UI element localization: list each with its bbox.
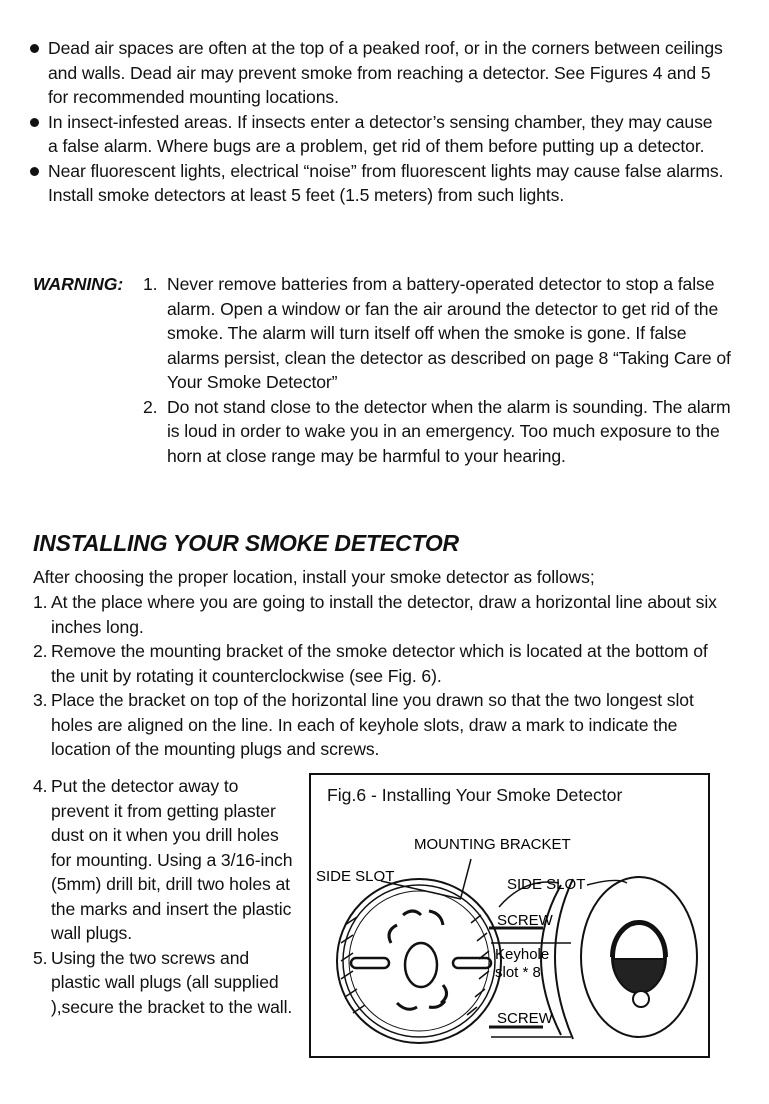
step-number: 4. <box>33 776 48 796</box>
step-text: Using the two screws and plastic wall plugs (all supplied ),secure the bracket to the wall. <box>51 947 293 1017</box>
step-text: Put the detector away to prevent it from getting plaster dust on it when you drill holes for mounting. Using a 3/16-inch (5mm) drill bit, drill two holes at the marks and insert the plastic wall plugs. <box>51 776 293 943</box>
label-keyhole-line2: slot * 8 <box>495 964 541 981</box>
bullet-text: Dead air spaces are often at the top of a peaked roof, or in the corners between ceilings and walls. Dead air may prevent smoke from reaching a detector. See Figures 4 and 5 for recommended mounting locations. <box>48 38 723 107</box>
step-number: 3. <box>33 690 48 710</box>
bullet-dot <box>30 167 39 176</box>
bullet-dot <box>30 118 39 127</box>
intro-text: After choosing the proper location, install your smoke detector as follows; <box>33 567 595 587</box>
mounting-bracket-drawing <box>337 879 501 1043</box>
warning-item-text: Never remove batteries from a battery-operated detector to stop a false alarm. Open a window or fan the air around the detector to get rid of the smoke. The alarm will turn itself off when the smoke is gone. If false alarms persist, clean the detector as described on page 8 “Taking Care of Your Smoke Detector” <box>167 274 731 392</box>
warning-item-text: Do not stand close to the detector when the alarm is sounding. The alarm is loud in order to wake you in an emergency. Too much exposure to the horn at close range may be harmful to your hearing. <box>167 396 731 466</box>
label-side-slot-left: SIDE SLOT <box>316 868 395 885</box>
warning-item <box>33 395 733 469</box>
bullet-item <box>26 110 726 159</box>
bullet-text: In insect-infested areas. If insects enter a detector’s sensing chamber, they may cause a false alarm. Where bugs are a problem, get rid of them before putting up a detector. <box>48 111 713 156</box>
install-step <box>33 774 298 946</box>
step-number: 5. <box>33 947 48 968</box>
step-text: Remove the mounting bracket of the smoke detector which is located at the bottom of the unit by rotating it counterclockwise (see Fig. 6). <box>51 641 708 686</box>
step-number: 2. <box>33 641 48 661</box>
warning-item <box>33 272 733 395</box>
install-step <box>33 946 298 1020</box>
bullet-dot <box>30 44 39 53</box>
install-step <box>33 590 733 639</box>
install-step <box>33 639 733 688</box>
bullet-item <box>26 36 726 110</box>
label-screw-top: SCREW <box>497 912 553 929</box>
step-number: 1. <box>33 592 48 612</box>
label-mounting-bracket: MOUNTING BRACKET <box>414 836 571 853</box>
bullet-text: Near fluorescent lights, electrical “noise” from fluorescent lights may cause false alarms. Install smoke detectors at least 5 feet (1.5 meters) from such lights. <box>48 160 724 205</box>
label-keyhole-line1: Keyhole <box>495 946 550 963</box>
figure-6 <box>309 773 710 1058</box>
bracket-illustration <box>311 775 708 1056</box>
step-text: At the place where you are going to install the detector, draw a horizontal line about six inches long. <box>51 592 717 637</box>
install-steps <box>33 590 733 762</box>
step-text: Place the bracket on top of the horizontal line you drawn so that the two longest slot holes are aligned on the line. In each of keyhole slots, draw a mark to indicate the location of the mounting plugs and screws. <box>51 690 694 759</box>
bullet-item <box>26 159 726 208</box>
warning-item-number: 1. <box>143 274 158 294</box>
warning-item-number: 2. <box>143 396 158 417</box>
install-step <box>33 688 733 762</box>
figure-caption: Fig.6 - Installing Your Smoke Detector <box>327 785 623 805</box>
warning-block <box>33 272 733 468</box>
warning-label: WARNING: <box>33 274 124 294</box>
section-heading: INSTALLING YOUR SMOKE DETECTOR <box>33 530 459 556</box>
location-bullet-list <box>26 36 726 208</box>
label-side-slot-right: SIDE SLOT <box>507 876 586 893</box>
install-steps-narrow <box>33 774 298 1019</box>
detector-side-drawing <box>541 877 697 1039</box>
label-screw-bottom: SCREW <box>497 1010 553 1027</box>
